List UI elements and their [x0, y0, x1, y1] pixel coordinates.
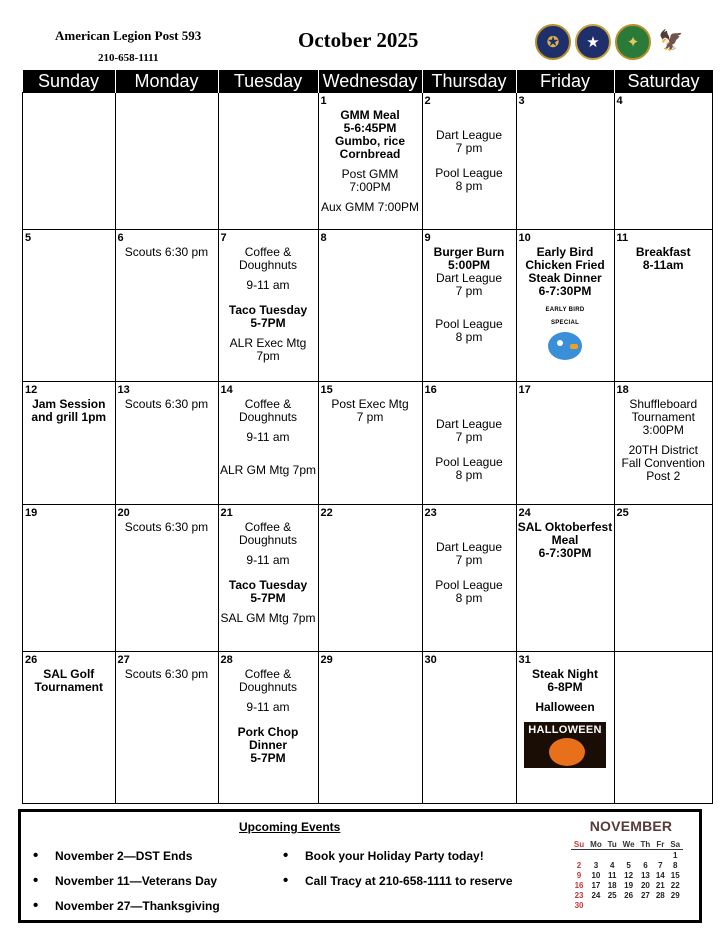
event-line: Halloween — [535, 700, 595, 714]
event-line: ALR GM Mtg 7pm — [219, 463, 317, 477]
event-line: 7 pm — [455, 430, 483, 444]
halloween-image: HALLOWEEN — [524, 722, 606, 768]
event-line: Pool League — [435, 317, 503, 331]
event-line: GMM Meal — [340, 108, 400, 122]
calendar-title: October 2025 — [298, 28, 419, 52]
day-cell-12 — [23, 382, 116, 505]
day-number: 13 — [117, 384, 130, 396]
mini-date: 28 — [655, 890, 665, 900]
week-row — [23, 505, 713, 652]
event-bullet: • November 11—Veterans Day — [33, 874, 220, 899]
day-cell-18 — [614, 382, 713, 505]
day-cell-22 — [318, 505, 422, 652]
american-legion-emblem-icon: ✪ — [535, 24, 571, 60]
mini-date: 21 — [655, 880, 665, 890]
mini-date — [653, 850, 667, 861]
event-line: and grill 1pm — [31, 410, 107, 424]
event-line: 8 pm — [455, 591, 483, 605]
day-number: 21 — [220, 507, 233, 519]
mini-date — [620, 850, 638, 861]
event-line: Dinner — [248, 738, 287, 752]
mini-date: 9 — [576, 870, 582, 880]
day-cell-8 — [318, 230, 422, 382]
empty-day-cell — [23, 93, 116, 230]
day-number: 30 — [424, 654, 437, 666]
day-events — [615, 382, 713, 483]
event-line: Coffee & — [244, 520, 292, 534]
sons-of-legion-emblem-icon: ✦ — [615, 24, 651, 60]
day-number: 7 — [220, 232, 227, 244]
event-line: Scouts 6:30 pm — [124, 520, 209, 534]
event-line: 6-7:30PM — [538, 284, 592, 298]
empty-day-cell — [614, 652, 713, 804]
day-cell-17 — [516, 382, 614, 505]
day-number: 24 — [518, 507, 531, 519]
day-cell-1 — [318, 93, 422, 230]
mini-date: 13 — [640, 870, 650, 880]
mini-date — [653, 900, 667, 910]
mini-date: 25 — [607, 890, 617, 900]
event-line: Steak Dinner — [528, 271, 602, 285]
event-bullet: • Call Tracy at 210-658-1111 to reserve — [283, 874, 513, 899]
organization-phone: 210-658-1111 — [98, 52, 159, 64]
mini-weekday: We — [620, 840, 638, 850]
mini-date: 19 — [624, 880, 634, 890]
day-number: 2 — [424, 95, 431, 107]
event-line: 8 pm — [455, 330, 483, 344]
event-line: Doughnuts — [238, 533, 298, 547]
mini-date: 11 — [607, 870, 617, 880]
day-number: 9 — [424, 232, 431, 244]
day-number: 11 — [616, 232, 629, 244]
day-cell-7 — [218, 230, 318, 382]
event-line: ALR Exec Mtg — [229, 336, 307, 350]
day-number: 28 — [220, 654, 233, 666]
day-cell-28 — [218, 652, 318, 804]
day-number: 8 — [320, 232, 327, 244]
day-events — [517, 382, 614, 398]
mini-date: 5 — [626, 860, 631, 870]
event-line: Gumbo, rice — [334, 134, 405, 148]
upcoming-events-panel — [18, 809, 702, 923]
event-line: Breakfast — [635, 245, 691, 259]
day-cell-20 — [115, 505, 218, 652]
day-events — [319, 505, 422, 521]
event-line: Post 2 — [646, 469, 681, 483]
day-events — [219, 652, 318, 765]
day-cell-10 — [516, 230, 614, 382]
mini-date — [587, 850, 605, 861]
day-number: 23 — [424, 507, 437, 519]
day-events — [219, 382, 318, 477]
event-line: SAL Golf — [43, 667, 95, 681]
day-events — [615, 230, 713, 272]
week-row — [23, 382, 713, 505]
day-events — [319, 382, 422, 424]
event-line: 9-11 am — [246, 700, 290, 714]
mini-date: 18 — [607, 880, 617, 890]
blue-bird-icon — [548, 332, 582, 360]
event-line: 9-11 am — [246, 430, 290, 444]
day-number: 26 — [25, 654, 38, 666]
day-cell-29 — [318, 652, 422, 804]
event-line: Post GMM — [341, 167, 399, 181]
auxiliary-emblem-icon: ★ — [575, 24, 611, 60]
event-line: SAL Oktoberfest — [517, 520, 613, 534]
event-line: Scouts 6:30 pm — [124, 245, 209, 259]
day-number: 6 — [117, 232, 124, 244]
event-line: Fall Convention — [621, 456, 705, 470]
event-line: 20TH District — [628, 443, 698, 457]
event-line: Dart League — [435, 128, 503, 142]
day-events — [423, 505, 516, 605]
day-events — [116, 652, 218, 681]
day-events — [423, 382, 516, 482]
event-line: 5-7PM — [250, 316, 286, 330]
weekday-header-monday: Monday — [115, 70, 218, 93]
event-line: Scouts 6:30 pm — [124, 397, 209, 411]
event-line: Tournament — [34, 680, 103, 694]
day-number: 17 — [518, 384, 531, 396]
mini-date: 15 — [670, 870, 680, 880]
event-line: Scouts 6:30 pm — [124, 667, 209, 681]
event-line: Doughnuts — [238, 258, 298, 272]
mini-weekday: Su — [571, 840, 587, 850]
mini-date: 8 — [673, 860, 678, 870]
event-line: Dart League — [435, 540, 503, 554]
mini-calendar-november — [571, 818, 691, 910]
mini-date: 26 — [624, 890, 634, 900]
day-cell-6 — [115, 230, 218, 382]
day-events — [517, 230, 614, 350]
event-line: Pool League — [435, 455, 503, 469]
event-line: Early Bird — [536, 245, 594, 259]
day-events — [116, 505, 218, 534]
day-cell-4 — [614, 93, 713, 230]
event-line: 5-7PM — [250, 751, 286, 765]
weekday-header-row — [23, 70, 713, 93]
day-events — [517, 652, 614, 768]
day-cell-3 — [516, 93, 614, 230]
event-line: Coffee & — [244, 667, 292, 681]
day-number: 12 — [25, 384, 38, 396]
event-line: Pool League — [435, 166, 503, 180]
event-line: Pool League — [435, 578, 503, 592]
day-cell-14 — [218, 382, 318, 505]
early-bird-special-image: EARLY BIRD SPECIAL — [534, 304, 596, 350]
mini-date: 14 — [655, 870, 665, 880]
event-line: 8 pm — [455, 468, 483, 482]
day-events — [219, 505, 318, 625]
day-events — [319, 230, 422, 246]
event-line: 7 pm — [356, 410, 384, 424]
mini-date: 17 — [591, 880, 601, 890]
event-line: Doughnuts — [238, 410, 298, 424]
mini-date — [587, 900, 605, 910]
event-line: Taco Tuesday — [228, 578, 308, 592]
day-events — [615, 505, 713, 521]
day-cell-9 — [422, 230, 516, 382]
mini-date: 23 — [574, 890, 584, 900]
day-number: 14 — [220, 384, 233, 396]
day-number: 27 — [117, 654, 130, 666]
day-events — [219, 230, 318, 363]
week-row — [23, 230, 713, 382]
event-line: 8-11am — [642, 258, 684, 272]
event-line: SAL GM Mtg 7pm — [220, 611, 316, 625]
week-row — [23, 93, 713, 230]
mini-date — [620, 900, 638, 910]
event-line: 9-11 am — [246, 553, 290, 567]
day-cell-27 — [115, 652, 218, 804]
day-events — [423, 230, 516, 344]
mini-date: 30 — [574, 900, 584, 910]
mini-date — [638, 850, 653, 861]
mini-date: 16 — [574, 880, 584, 890]
event-line: Aux GMM 7:00PM — [320, 200, 420, 214]
event-line: 7 pm — [455, 553, 483, 567]
mini-date — [571, 850, 587, 861]
event-line: Coffee & — [244, 397, 292, 411]
day-events — [219, 93, 318, 109]
mini-weekday: Sa — [667, 840, 683, 850]
mini-weekday: Mo — [587, 840, 605, 850]
day-events — [116, 230, 218, 259]
day-number: 31 — [518, 654, 531, 666]
day-events — [319, 652, 422, 668]
event-line: 7pm — [256, 349, 280, 363]
day-events — [615, 93, 713, 109]
week-row — [23, 652, 713, 804]
mini-date: 6 — [643, 860, 648, 870]
mini-date: 1 — [673, 850, 678, 860]
empty-day-cell — [115, 93, 218, 230]
mini-date: 4 — [609, 860, 615, 870]
mini-date: 12 — [624, 870, 634, 880]
event-line: Dart League — [435, 271, 503, 285]
mini-weekday: Th — [638, 840, 653, 850]
mini-weekday: Fr — [653, 840, 667, 850]
event-line: Coffee & — [244, 245, 292, 259]
day-cell-13 — [115, 382, 218, 505]
event-line: Tournament — [631, 410, 695, 424]
mini-date — [638, 900, 653, 910]
day-number: 15 — [320, 384, 333, 396]
event-line: 7 pm — [455, 284, 483, 298]
event-line: 5:00PM — [447, 258, 491, 272]
mini-date: 24 — [591, 890, 601, 900]
mini-date: 27 — [640, 890, 650, 900]
event-line: Dart League — [435, 417, 503, 431]
event-line: 5-6:45PM — [343, 121, 397, 135]
day-number: 29 — [320, 654, 333, 666]
day-cell-23 — [422, 505, 516, 652]
event-line: 6-8PM — [547, 680, 583, 694]
upcoming-events-list — [33, 849, 220, 924]
event-line: 7:00PM — [349, 180, 391, 194]
weekday-header-wednesday: Wednesday — [318, 70, 422, 93]
organization-name: American Legion Post 593 — [55, 28, 202, 43]
event-line: Chicken Fried — [525, 258, 605, 272]
day-events — [423, 93, 516, 193]
mini-calendar-month: NOVEMBER — [589, 818, 673, 834]
day-cell-30 — [422, 652, 516, 804]
day-cell-19 — [23, 505, 116, 652]
event-line: Doughnuts — [238, 680, 298, 694]
event-line: Taco Tuesday — [228, 303, 308, 317]
day-number: 3 — [518, 95, 525, 107]
day-number: 25 — [616, 507, 629, 519]
event-line: 3:00PM — [642, 423, 684, 437]
event-line: Steak Night — [531, 667, 598, 681]
day-number: 5 — [25, 232, 32, 244]
mini-date: 3 — [593, 860, 599, 870]
day-number: 20 — [117, 507, 130, 519]
event-line: Meal — [551, 533, 579, 547]
day-events — [23, 230, 115, 246]
mini-date: 10 — [591, 870, 601, 880]
day-cell-31 — [516, 652, 614, 804]
day-number: 22 — [320, 507, 333, 519]
weekday-header-thursday: Thursday — [422, 70, 516, 93]
event-line: Shuffleboard — [629, 397, 698, 411]
weekday-header-saturday: Saturday — [614, 70, 713, 93]
event-line: 9-11 am — [246, 278, 290, 292]
weekday-header-tuesday: Tuesday — [218, 70, 318, 93]
mini-date: 22 — [670, 880, 680, 890]
day-number: 16 — [424, 384, 437, 396]
day-cell-26 — [23, 652, 116, 804]
day-cell-11 — [614, 230, 713, 382]
day-number: 1 — [320, 95, 327, 107]
weekday-header-friday: Friday — [516, 70, 614, 93]
day-number: 19 — [25, 507, 38, 519]
upcoming-events-title: Upcoming Events — [239, 820, 341, 834]
event-line: 6-7:30PM — [538, 546, 592, 560]
mini-date — [605, 850, 620, 861]
mini-weekday: Tu — [605, 840, 620, 850]
riders-eagle-emblem-icon: 🦅 — [655, 24, 687, 56]
reservation-notes-list — [283, 849, 513, 899]
day-events — [23, 93, 115, 109]
event-line: Post Exec Mtg — [331, 397, 409, 411]
day-events — [517, 505, 614, 560]
day-cell-16 — [422, 382, 516, 505]
mini-date: 2 — [576, 860, 582, 870]
day-number: 18 — [616, 384, 629, 396]
calendar-grid — [22, 70, 713, 804]
mini-date: 20 — [640, 880, 650, 890]
event-line: 7 pm — [455, 141, 483, 155]
jack-o-lantern-icon — [549, 738, 585, 766]
day-cell-21 — [218, 505, 318, 652]
day-cell-25 — [614, 505, 713, 652]
day-cell-15 — [318, 382, 422, 505]
event-line: 5-7PM — [250, 591, 286, 605]
day-cell-2 — [422, 93, 516, 230]
event-line: Cornbread — [339, 147, 401, 161]
mini-date — [605, 900, 620, 910]
mini-date: 7 — [658, 860, 663, 870]
event-bullet: • November 27—Thanksgiving — [33, 899, 220, 924]
day-events — [517, 93, 614, 109]
mini-calendar-table — [571, 840, 683, 910]
event-line: 8 pm — [455, 179, 483, 193]
day-cell-5 — [23, 230, 116, 382]
day-number: 4 — [616, 95, 623, 107]
day-events — [116, 382, 218, 411]
weekday-header-sunday: Sunday — [23, 70, 116, 93]
day-events — [319, 93, 422, 214]
empty-day-cell — [218, 93, 318, 230]
day-cell-24 — [516, 505, 614, 652]
mini-date: 29 — [670, 890, 680, 900]
emblem-group — [535, 24, 687, 60]
event-bullet: • November 2—DST Ends — [33, 849, 220, 874]
event-line: Jam Session — [32, 397, 106, 411]
day-events — [116, 93, 218, 109]
event-line: Burger Burn — [433, 245, 505, 259]
event-line: Pork Chop — [237, 725, 299, 739]
mini-date — [667, 900, 683, 910]
day-number: 10 — [518, 232, 531, 244]
day-events — [615, 652, 713, 668]
event-bullet: • Book your Holiday Party today! — [283, 849, 513, 874]
